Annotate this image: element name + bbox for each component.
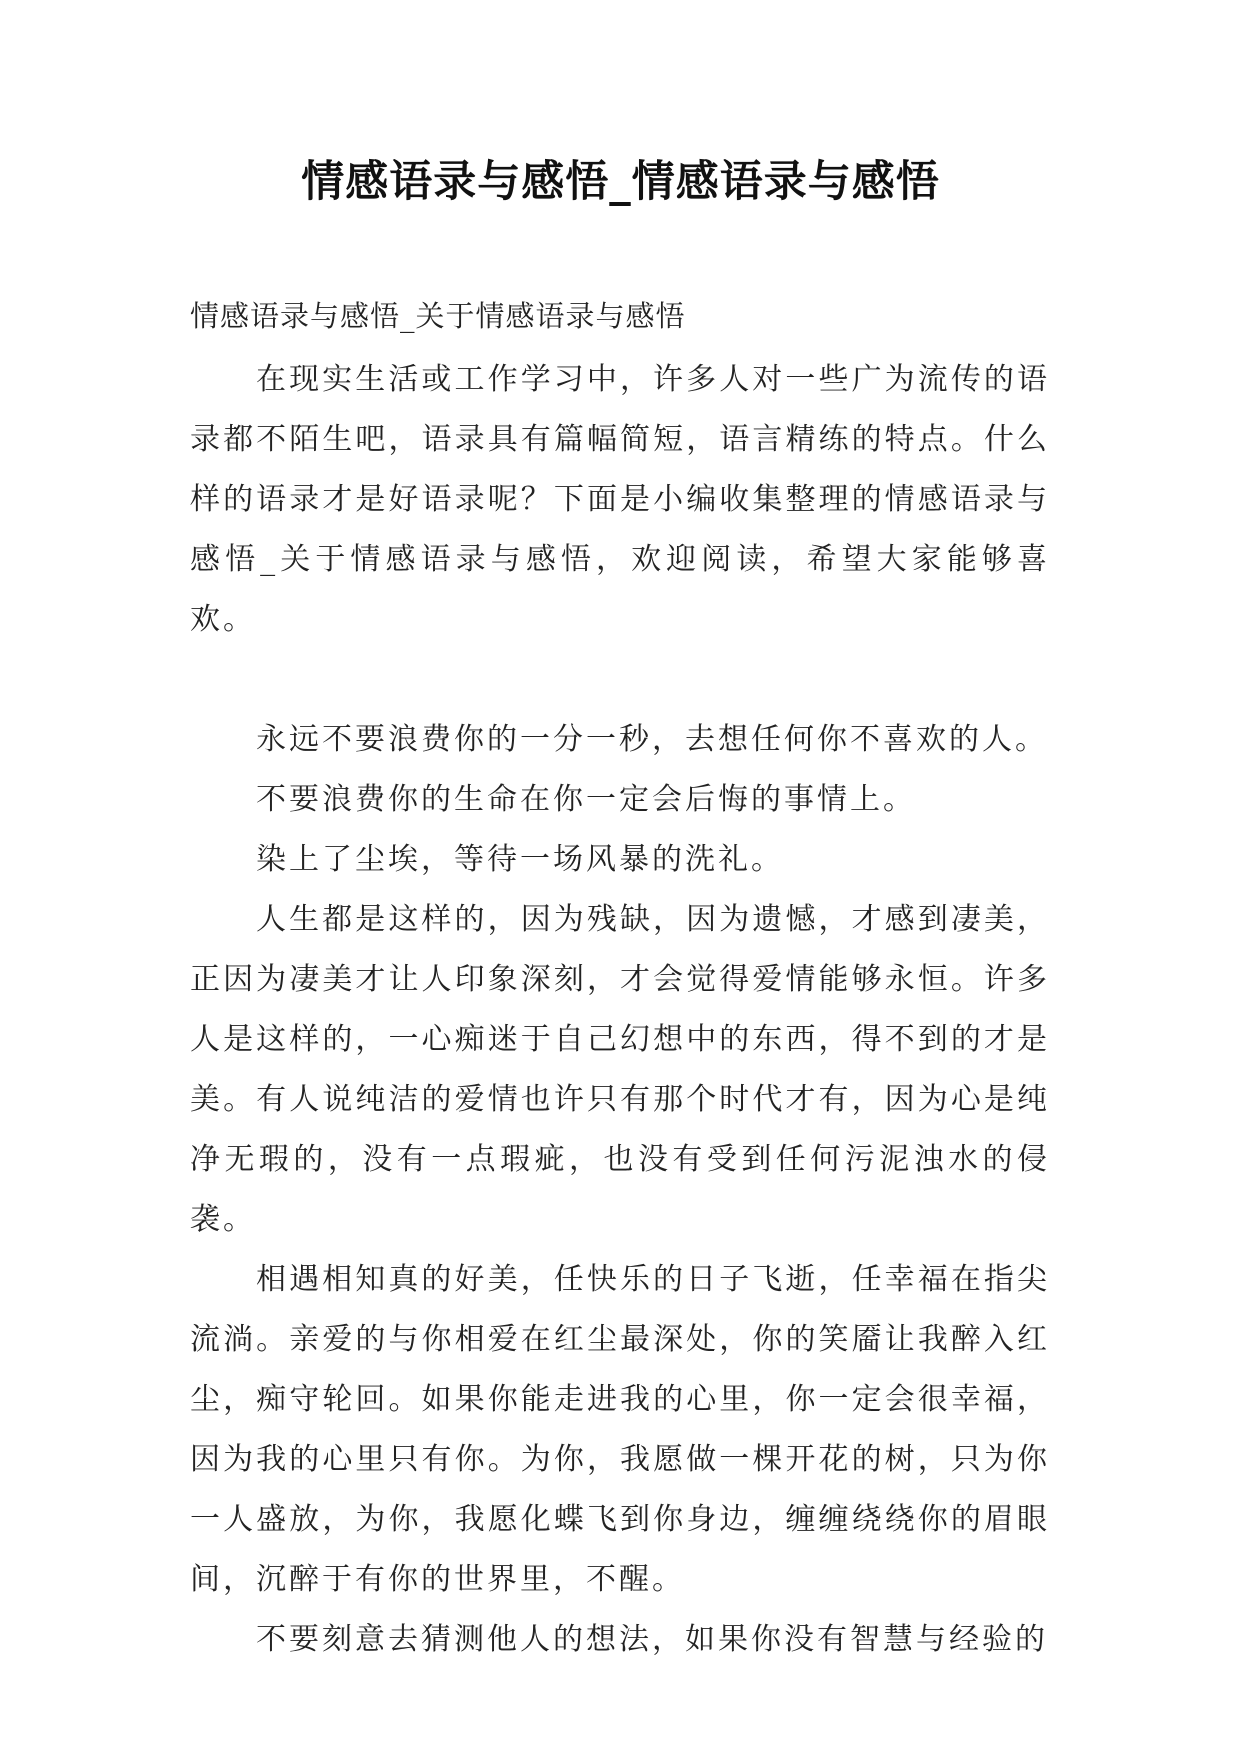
body-paragraph: 永远不要浪费你的一分一秒，去想任何你不喜欢的人。 — [256, 722, 1048, 757]
body-paragraph: 不要浪费你的生命在你一定会后悔的事情上。 — [256, 782, 916, 817]
body-paragraph: 不要刻意去猜测他人的想法，如果你没有智慧与经验的 — [256, 1622, 1048, 1657]
document-title: 情感语录与感悟_情感语录与感悟 — [301, 157, 940, 207]
body-paragraph: 染上了尘埃，等待一场风暴的洗礼。 — [256, 842, 784, 877]
document-subtitle: 情感语录与感悟_关于情感语录与感悟 — [190, 299, 686, 333]
body-paragraph: 相遇相知真的好美，任快乐的日子飞逝，任幸福在指尖流淌。亲爱的与你相爱在红尘最深处，你的笑靥让我醉入红尘，痴守轮回。如果你能走进我的心里，你一定会很幸福，因为我的心里只有你。为你，我愿做一棵开花的树，只为你一人盛放，为你，我愿化蝶飞到你身边，缠缠绕绕你的眉眼间，沉醉于有你的世界里，不醒。 — [190, 1262, 1050, 1597]
document-body — [190, 350, 1050, 1670]
intro-paragraph: 在现实生活或工作学习中，许多人对一些广为流传的语录都不陌生吧，语录具有篇幅简短，语言精练的特点。什么样的语录才是好语录呢？下面是小编收集整理的情感语录与感悟_关于情感语录与感悟，欢迎阅读，希望大家能够喜欢。 — [190, 362, 1050, 637]
body-paragraph: 人生都是这样的，因为残缺，因为遗憾，才感到凄美，正因为凄美才让人印象深刻，才会觉得爱情能够永恒。许多人是这样的，一心痴迷于自己幻想中的东西，得不到的才是美。有人说纯洁的爱情也许只有那个时代才有，因为心是纯净无瑕的，没有一点瑕疵，也没有受到任何污泥浊水的侵袭。 — [190, 902, 1050, 1237]
